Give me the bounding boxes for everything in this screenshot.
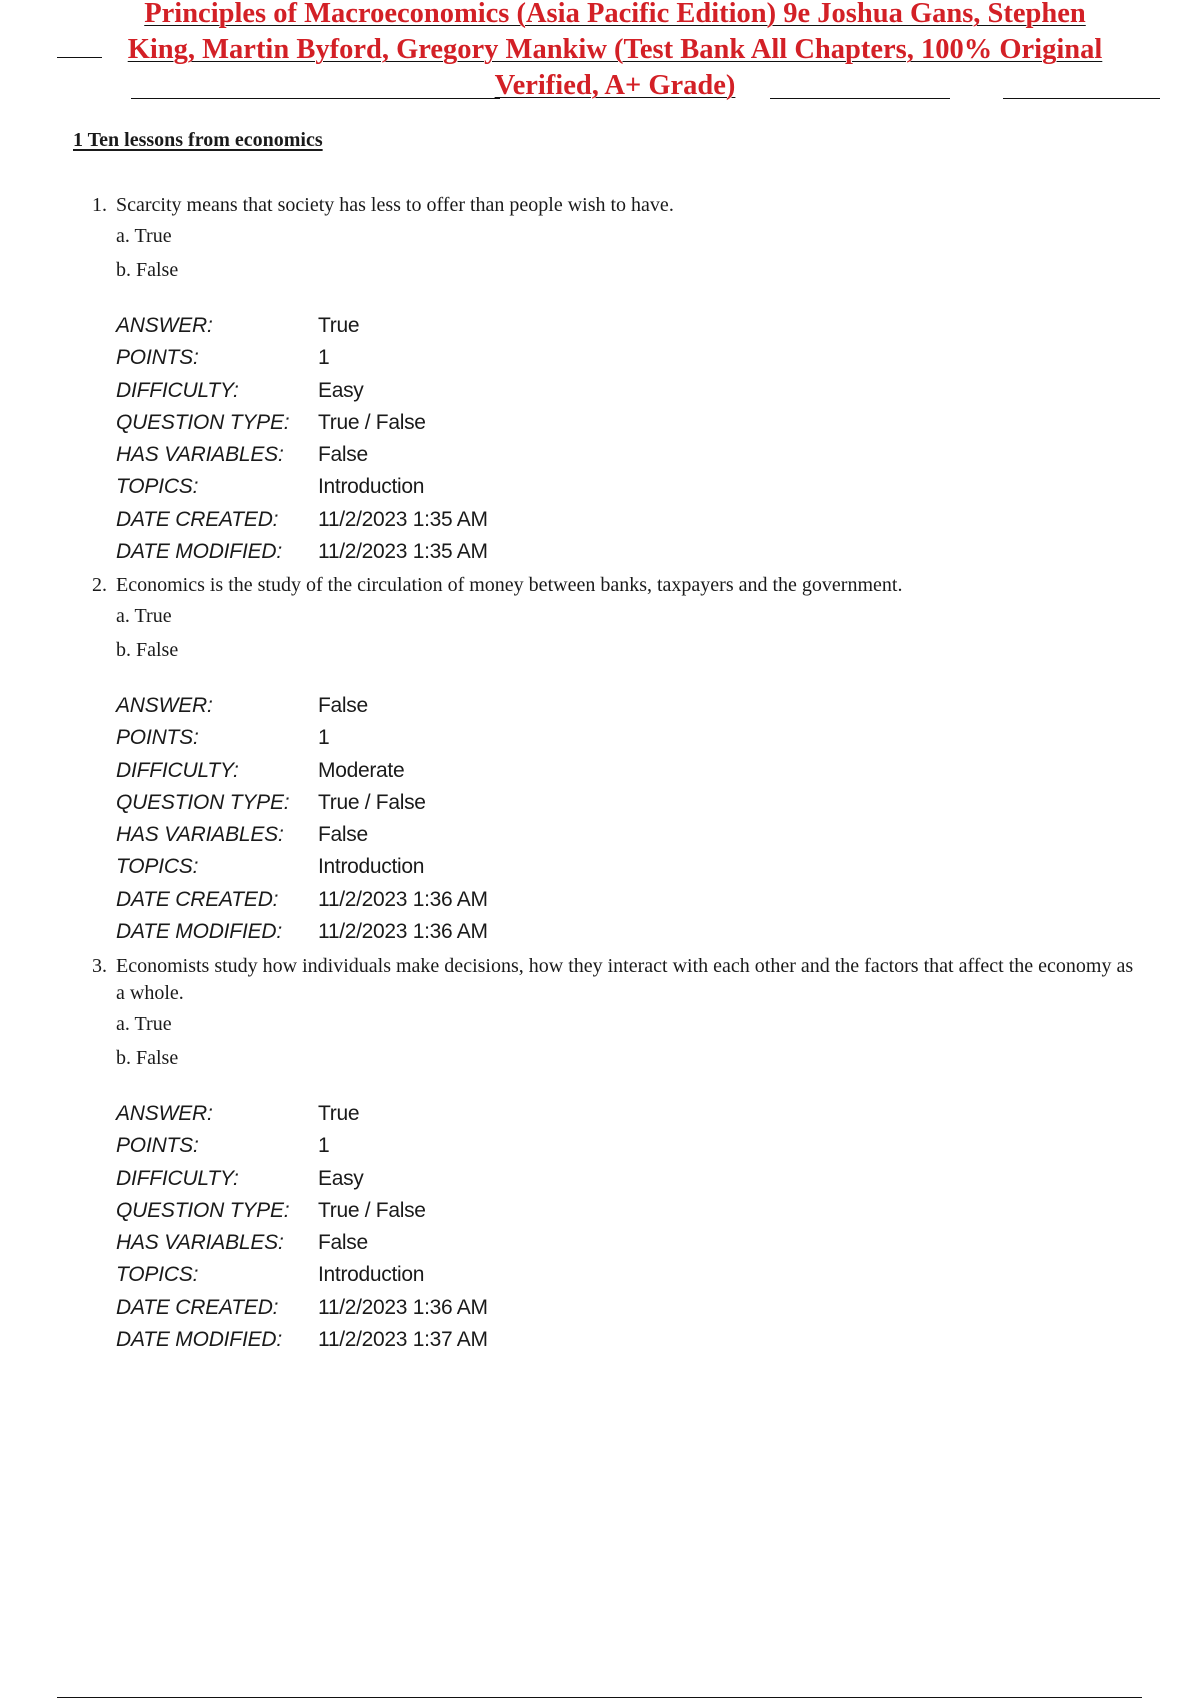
meta-value: Easy	[318, 1166, 364, 1190]
meta-question-type	[116, 407, 1142, 439]
option-b: b. False	[116, 259, 179, 281]
meta-question-type	[116, 787, 1142, 819]
meta-label: DATE CREATED:	[116, 507, 279, 531]
meta-date-modified	[116, 1324, 1142, 1356]
title-line-1: Principles of Macroeconomics (Asia Pacific Edition) 9e Joshua Gans, Stephen	[144, 0, 1086, 29]
meta-has-variables	[116, 439, 1142, 471]
meta-value: True	[318, 1102, 360, 1125]
option-a: a. True	[116, 605, 172, 627]
meta-label: DATE MODIFIED:	[116, 540, 282, 564]
meta-value: Introduction	[318, 1263, 425, 1287]
meta-value: Easy	[318, 378, 364, 402]
meta-topics	[116, 851, 1142, 883]
meta-answer	[116, 1098, 1142, 1130]
title-rule-right-1	[770, 98, 950, 99]
meta-label: DATE CREATED:	[116, 887, 279, 911]
meta-topics	[116, 471, 1142, 503]
meta-points	[116, 722, 1142, 754]
meta-answer	[116, 310, 1142, 342]
meta-value: False	[318, 443, 368, 467]
meta-value: True / False	[318, 1198, 426, 1222]
meta-value: False	[318, 694, 368, 717]
meta-value: Introduction	[318, 855, 425, 879]
title-rule-left-1	[57, 57, 102, 58]
question-text	[92, 953, 1142, 1007]
title-rule-right-2	[1003, 98, 1160, 99]
meta-label: HAS VARIABLES:	[116, 823, 284, 847]
section-heading: 1 Ten lessons from economics	[73, 129, 323, 151]
meta-date-modified	[116, 536, 1142, 568]
meta-label: ANSWER:	[116, 1102, 213, 1125]
meta-value: False	[318, 823, 368, 847]
meta-label: HAS VARIABLES:	[116, 443, 284, 467]
meta-label: ANSWER:	[116, 314, 213, 337]
meta-label: QUESTION TYPE:	[116, 410, 290, 434]
meta-label: POINTS:	[116, 726, 199, 750]
meta-label: DATE MODIFIED:	[116, 920, 282, 944]
meta-value: 1	[318, 726, 330, 750]
option-a: a. True	[116, 225, 172, 247]
option-a: a. True	[116, 1013, 172, 1035]
question-number: 1.	[92, 194, 107, 216]
question-3	[92, 953, 1142, 1356]
meta-value: Introduction	[318, 475, 425, 499]
meta-date-modified	[116, 916, 1142, 948]
option-b: b. False	[116, 639, 179, 661]
meta-value: True / False	[318, 410, 426, 434]
meta-value: Moderate	[318, 758, 405, 782]
question-text	[92, 572, 1142, 599]
question-2	[92, 572, 1142, 948]
meta-label: DATE CREATED:	[116, 1295, 279, 1319]
question-prompt: Economics is the study of the circulation of money between banks, taxpayers and the government.	[116, 574, 903, 596]
meta-difficulty	[116, 375, 1142, 407]
meta-has-variables	[116, 1227, 1142, 1259]
meta-value: 11/2/2023 1:35 AM	[318, 540, 488, 564]
meta-label: DIFFICULTY:	[116, 378, 239, 402]
question-1	[92, 192, 1142, 568]
meta-value: False	[318, 1231, 368, 1255]
question-prompt: Economists study how individuals make decisions, how they interact with each other and the factors that affect the economy as a whole.	[116, 955, 1134, 1004]
meta-label: DATE MODIFIED:	[116, 1328, 282, 1352]
meta-value: 11/2/2023 1:37 AM	[318, 1328, 488, 1352]
meta-label: TOPICS:	[116, 1263, 199, 1287]
meta-label: POINTS:	[116, 1134, 199, 1158]
question-metadata	[116, 310, 1142, 568]
meta-label: TOPICS:	[116, 475, 199, 499]
meta-value: True / False	[318, 790, 426, 814]
meta-label: DIFFICULTY:	[116, 1166, 239, 1190]
meta-value: True	[318, 314, 360, 337]
meta-points	[116, 342, 1142, 374]
meta-value: 1	[318, 346, 330, 370]
question-text	[92, 192, 1142, 219]
meta-topics	[116, 1259, 1142, 1291]
question-number: 3.	[92, 955, 107, 977]
meta-label: POINTS:	[116, 346, 199, 370]
meta-answer	[116, 690, 1142, 722]
footer-rule	[57, 1697, 1142, 1698]
question-metadata	[116, 1098, 1142, 1356]
meta-date-created	[116, 1292, 1142, 1324]
meta-label: QUESTION TYPE:	[116, 790, 290, 814]
meta-value: 11/2/2023 1:35 AM	[318, 507, 488, 531]
meta-date-created	[116, 504, 1142, 536]
question-number: 2.	[92, 574, 107, 596]
meta-difficulty	[116, 755, 1142, 787]
document-title	[60, 0, 1170, 104]
meta-difficulty	[116, 1163, 1142, 1195]
option-b: b. False	[116, 1047, 179, 1069]
meta-points	[116, 1130, 1142, 1162]
title-line-3: Verified, A+ Grade)	[494, 70, 736, 101]
meta-label: TOPICS:	[116, 855, 199, 879]
meta-value: 11/2/2023 1:36 AM	[318, 887, 488, 911]
meta-label: QUESTION TYPE:	[116, 1198, 290, 1222]
meta-value: 1	[318, 1134, 330, 1158]
meta-date-created	[116, 884, 1142, 916]
question-prompt: Scarcity means that society has less to offer than people wish to have.	[116, 194, 674, 216]
meta-question-type	[116, 1195, 1142, 1227]
question-metadata	[116, 690, 1142, 948]
title-rule-left-2	[131, 98, 500, 99]
meta-label: ANSWER:	[116, 694, 213, 717]
meta-value: 11/2/2023 1:36 AM	[318, 920, 488, 944]
meta-label: HAS VARIABLES:	[116, 1231, 284, 1255]
title-line-2: King, Martin Byford, Gregory Mankiw (Test Bank All Chapters, 100% Original	[127, 34, 1103, 65]
meta-value: 11/2/2023 1:36 AM	[318, 1295, 488, 1319]
meta-label: DIFFICULTY:	[116, 758, 239, 782]
meta-has-variables	[116, 819, 1142, 851]
